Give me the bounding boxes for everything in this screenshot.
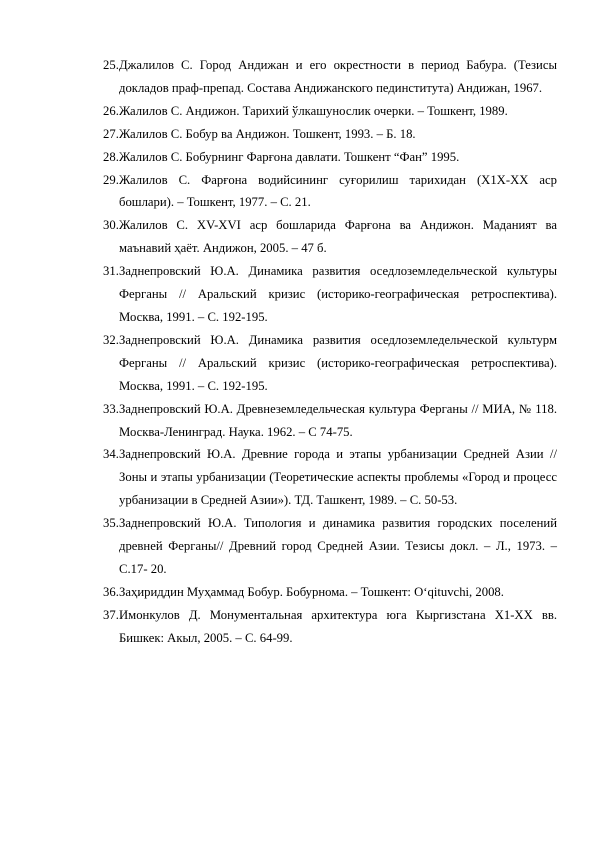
reference-number: 33. [103,401,119,416]
reference-item [103,329,557,398]
reference-text: Джалилов С. Город Андижан и его окрестности в период Бабура. (Тезисы докладов праф-препад. Состава Андижанского пединститута) Андижан, 1967. [119,58,557,95]
reference-item [103,54,557,100]
reference-text: Жалилов С. Андижон. Тарихий ўлкашунослик очерки. – Тошкент, 1989. [119,103,508,118]
reference-number: 27. [103,126,119,141]
reference-item [103,512,557,581]
reference-text: Жалилов С. Бобурнинг Фарғона давлати. Тошкент “Фан” 1995. [119,149,460,164]
reference-text: Жалилов С. XV-XVI аср бошларида Фарғона ва Андижон. Маданият ва маънавий ҳаёт. Андижон, 2005. – 47 б. [119,218,557,256]
reference-text: Жалилов С. Бобур ва Андижон. Тошкент, 1993. – Б. 18. [119,126,416,141]
reference-item [103,100,557,123]
reference-number: 26. [103,103,119,118]
reference-text: Имонкулов Д. Монументальная архитектура юга Кыргизстана Х1-ХХ вв. Бишкек: Акыл, 2005. – С. 64-99. [119,607,557,645]
reference-item [103,214,557,260]
reference-number: 32. [103,332,119,347]
reference-item [103,604,557,650]
reference-item [103,581,557,604]
reference-text: Заҳириддин Муҳаммад Бобур. Бобурнома. – Тошкент: O‘qituvchi, 2008. [119,584,504,599]
reference-item [103,169,557,215]
reference-number: 37. [103,607,119,622]
reference-number: 34. [103,447,119,462]
reference-number: 30. [103,218,119,233]
reference-text: Жалилов С. Фарғона водийсининг суғорилиш тарихидан (Х1Х-ХХ аср бошлари). – Тошкент, 1977. – С. 21. [119,172,557,210]
reference-text: Заднепровский Ю.А. Типология и динамика развития городских поселений древней Ферганы// Древний город Средней Азии. Тезисы докл. – Л., 1973. – С.17- 20. [119,516,557,576]
reference-item [103,260,557,329]
reference-text: Заднепровский Ю.А. Динамика развития оседлоземледельческой культуры Ферганы // Аральский кризис (историко-географическая ретроспектива). Москва, 1991. – С. 192-195. [119,264,557,324]
reference-number: 36. [103,584,119,599]
reference-number: 35. [103,516,119,531]
reference-item [103,398,557,444]
reference-item [103,443,557,512]
reference-number: 31. [103,264,119,279]
reference-item [103,146,557,169]
reference-text: Заднепровский Ю.А. Древние города и этапы урбанизации Средней Азии // Зоны и этапы урбанизации (Теоретические аспекты проблемы «Город и процесс урбанизации в Средней Азии»). ТД. Ташкент, 1989. – С. 50-53. [119,447,557,508]
reference-text: Заднепровский Ю.А. Динамика развития оседлоземледельческой культурм Ферганы // Аральский кризис (историко-географическая ретроспектива). Москва, 1991. – С. 192-195. [119,332,557,393]
reference-number: 25. [103,58,119,72]
reference-list [103,54,557,650]
reference-number: 29. [103,172,119,187]
reference-number: 28. [103,149,119,164]
reference-item [103,123,557,146]
reference-text: Заднепровский Ю.А. Древнеземледельческая культура Ферганы // МИА, № 118. Москва-Ленинград. Наука. 1962. – С 74-75. [119,401,557,439]
